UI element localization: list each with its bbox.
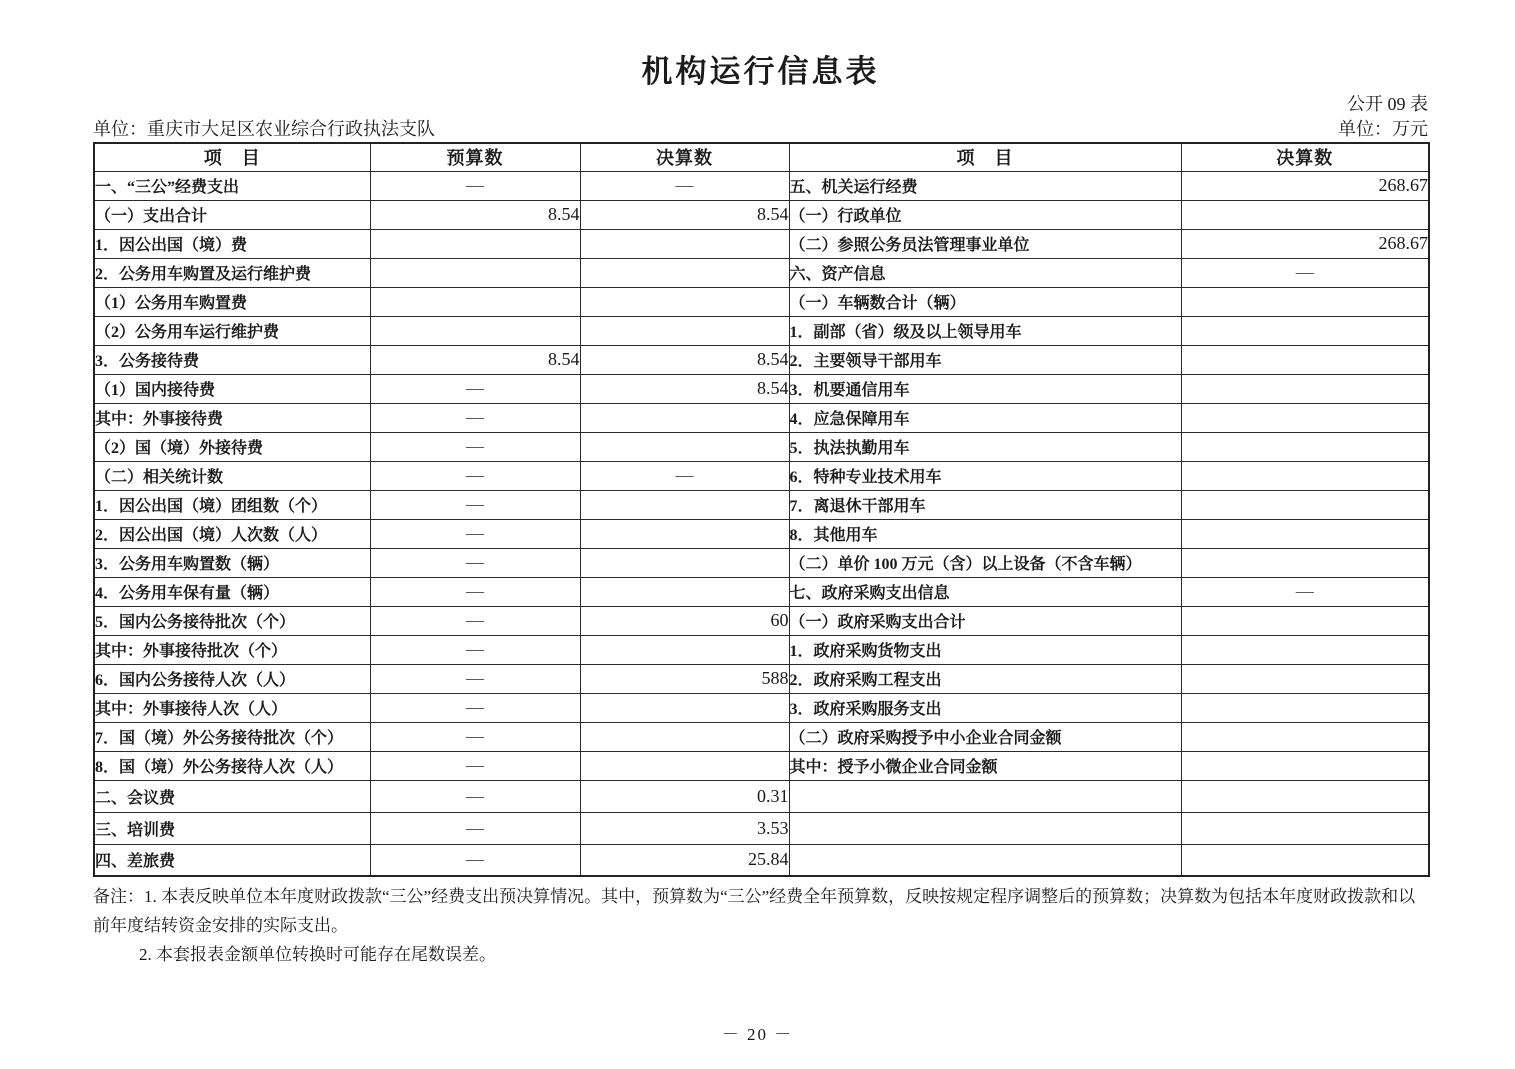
budget-cell: — <box>370 722 580 751</box>
item-cell-left: 5．国内公务接待批次（个） <box>94 606 370 635</box>
table-row <box>94 229 1429 258</box>
item-cell-right: 3．机要通信用车 <box>789 374 1181 403</box>
table-row <box>94 577 1429 606</box>
final-cell <box>580 258 789 287</box>
final-cell-right <box>1181 432 1429 461</box>
final-cell <box>580 751 789 780</box>
item-cell-left: （2）公务用车运行维护费 <box>94 316 370 345</box>
budget-cell: — <box>370 693 580 722</box>
table-row <box>94 812 1429 844</box>
header-item-left: 项 目 <box>94 143 370 171</box>
final-cell-right: — <box>1181 577 1429 606</box>
item-cell-right: 1．副部（省）级及以上领导用车 <box>789 316 1181 345</box>
budget-cell: — <box>370 751 580 780</box>
item-cell-right: （二）单价 100 万元（含）以上设备（不含车辆） <box>789 548 1181 577</box>
final-cell <box>580 432 789 461</box>
item-cell-right: 其中：授予小微企业合同金额 <box>789 751 1181 780</box>
item-cell-right: 5．执法执勤用车 <box>789 432 1181 461</box>
budget-cell: — <box>370 490 580 519</box>
page-title: 机构运行信息表 <box>641 54 880 89</box>
table-row <box>94 844 1429 876</box>
final-cell-right <box>1181 548 1429 577</box>
item-cell-left: 8．国（境）外公务接待人次（人） <box>94 751 370 780</box>
item-cell-left: 1．因公出国（境）团组数（个） <box>94 490 370 519</box>
item-cell-left: 4．公务用车保有量（辆） <box>94 577 370 606</box>
table-row <box>94 200 1429 229</box>
final-cell-right <box>1181 200 1429 229</box>
item-cell-right: （一）行政单位 <box>789 200 1181 229</box>
item-cell-left: 二、会议费 <box>94 780 370 812</box>
item-cell-left: 四、差旅费 <box>94 844 370 876</box>
header-final-right: 决算数 <box>1181 143 1429 171</box>
final-cell <box>580 519 789 548</box>
item-cell-right <box>789 812 1181 844</box>
final-cell: — <box>580 171 789 200</box>
item-cell-left: 1．因公出国（境）费 <box>94 229 370 258</box>
final-cell-right <box>1181 316 1429 345</box>
item-cell-right: （二）参照公务员法管理事业单位 <box>789 229 1181 258</box>
note-1: 备注：1. 本表反映单位本年度财政拨款“三公”经费支出预决算情况。其中，预算数为“三公”经费全年预算数，反映按规定程序调整后的预算数；决算数为包括本年度财政拨款和以前年度结转资金安排的实际支出。 <box>93 887 1416 935</box>
final-cell <box>580 287 789 316</box>
item-cell-left: 其中：外事接待批次（个） <box>94 635 370 664</box>
table-row <box>94 780 1429 812</box>
info-table <box>93 142 1430 877</box>
item-cell-left: 6．国内公务接待人次（人） <box>94 664 370 693</box>
budget-cell: — <box>370 844 580 876</box>
final-cell-right <box>1181 519 1429 548</box>
table-row <box>94 432 1429 461</box>
table-row <box>94 490 1429 519</box>
item-cell-right: 七、政府采购支出信息 <box>789 577 1181 606</box>
table-header-row <box>94 143 1429 171</box>
item-cell-left: 2．因公出国（境）人次数（人） <box>94 519 370 548</box>
budget-cell: — <box>370 664 580 693</box>
final-cell-right <box>1181 693 1429 722</box>
item-cell-right: 3．政府采购服务支出 <box>789 693 1181 722</box>
table-row <box>94 258 1429 287</box>
table-row <box>94 664 1429 693</box>
item-cell-right: （一）车辆数合计（辆） <box>789 287 1181 316</box>
form-number: 公开 09 表 <box>1347 94 1428 114</box>
budget-cell: — <box>370 548 580 577</box>
budget-cell: — <box>370 606 580 635</box>
item-cell-left: （1）国内接待费 <box>94 374 370 403</box>
final-cell: 8.54 <box>580 345 789 374</box>
item-cell-left: 其中：外事接待人次（人） <box>94 693 370 722</box>
final-cell-right <box>1181 461 1429 490</box>
budget-cell: — <box>370 780 580 812</box>
budget-cell <box>370 287 580 316</box>
final-cell <box>580 722 789 751</box>
final-cell <box>580 403 789 432</box>
final-cell-right: 268.67 <box>1181 229 1429 258</box>
table-row <box>94 693 1429 722</box>
item-cell-left: 7．国（境）外公务接待批次（个） <box>94 722 370 751</box>
final-cell <box>580 693 789 722</box>
page-number: － 20 － <box>721 1025 794 1044</box>
table-row <box>94 374 1429 403</box>
item-cell-right: 4．应急保障用车 <box>789 403 1181 432</box>
final-cell <box>580 490 789 519</box>
final-cell-right <box>1181 374 1429 403</box>
table-row <box>94 345 1429 374</box>
table-body <box>94 171 1429 876</box>
final-cell: 8.54 <box>580 374 789 403</box>
item-cell-left: （2）国（境）外接待费 <box>94 432 370 461</box>
item-cell-right: 1．政府采购货物支出 <box>789 635 1181 664</box>
final-cell: 25.84 <box>580 844 789 876</box>
header-final: 决算数 <box>580 143 789 171</box>
table-row <box>94 171 1429 200</box>
unit-name: 单位：重庆市大足区农业综合行政执法支队 <box>93 119 435 139</box>
final-cell: — <box>580 461 789 490</box>
table-row <box>94 635 1429 664</box>
budget-cell: — <box>370 432 580 461</box>
table-row <box>94 287 1429 316</box>
budget-cell: — <box>370 577 580 606</box>
item-cell-left: （二）相关统计数 <box>94 461 370 490</box>
budget-cell: 8.54 <box>370 345 580 374</box>
budget-cell <box>370 229 580 258</box>
table-row <box>94 722 1429 751</box>
final-cell: 60 <box>580 606 789 635</box>
final-cell: 0.31 <box>580 780 789 812</box>
notes <box>93 882 1431 969</box>
item-cell-right <box>789 844 1181 876</box>
budget-cell <box>370 258 580 287</box>
final-cell-right <box>1181 287 1429 316</box>
item-cell-right: 8．其他用车 <box>789 519 1181 548</box>
final-cell-right: 268.67 <box>1181 171 1429 200</box>
item-cell-left: 3．公务接待费 <box>94 345 370 374</box>
final-cell-right <box>1181 751 1429 780</box>
item-cell-right: 2．主要领导干部用车 <box>789 345 1181 374</box>
item-cell-left: 其中：外事接待费 <box>94 403 370 432</box>
header-budget: 预算数 <box>370 143 580 171</box>
item-cell-right <box>789 780 1181 812</box>
final-cell: 588 <box>580 664 789 693</box>
budget-cell: — <box>370 403 580 432</box>
table-row <box>94 461 1429 490</box>
meta-row <box>93 115 1428 141</box>
table-row <box>94 548 1429 577</box>
final-cell <box>580 577 789 606</box>
final-cell <box>580 316 789 345</box>
budget-cell <box>370 316 580 345</box>
table-row <box>94 606 1429 635</box>
budget-cell: — <box>370 374 580 403</box>
final-cell-right <box>1181 664 1429 693</box>
table-row <box>94 751 1429 780</box>
budget-cell: — <box>370 519 580 548</box>
budget-cell: — <box>370 461 580 490</box>
item-cell-right: 五、机关运行经费 <box>789 171 1181 200</box>
final-cell-right <box>1181 812 1429 844</box>
final-cell-right <box>1181 844 1429 876</box>
final-cell-right <box>1181 635 1429 664</box>
final-cell <box>580 635 789 664</box>
final-cell-right <box>1181 345 1429 374</box>
final-cell-right <box>1181 606 1429 635</box>
budget-cell: — <box>370 635 580 664</box>
item-cell-right: 7．离退休干部用车 <box>789 490 1181 519</box>
item-cell-right: （二）政府采购授予中小企业合同金额 <box>789 722 1181 751</box>
budget-cell: — <box>370 171 580 200</box>
final-cell <box>580 548 789 577</box>
item-cell-right: （一）政府采购支出合计 <box>789 606 1181 635</box>
item-cell-right: 2．政府采购工程支出 <box>789 664 1181 693</box>
final-cell-right: — <box>1181 258 1429 287</box>
final-cell-right <box>1181 490 1429 519</box>
final-cell-right <box>1181 780 1429 812</box>
item-cell-right: 六、资产信息 <box>789 258 1181 287</box>
final-cell: 3.53 <box>580 812 789 844</box>
item-cell-left: （一）支出合计 <box>94 200 370 229</box>
item-cell-left: 2．公务用车购置及运行维护费 <box>94 258 370 287</box>
table-row <box>94 316 1429 345</box>
item-cell-left: 三、培训费 <box>94 812 370 844</box>
item-cell-right: 6．特种专业技术用车 <box>789 461 1181 490</box>
header-item-right: 项 目 <box>789 143 1181 171</box>
note-2: 2. 本套报表金额单位转换时可能存在尾数误差。 <box>139 945 496 964</box>
item-cell-left: 一、“三公”经费支出 <box>94 171 370 200</box>
unit-currency: 单位：万元 <box>1338 119 1428 139</box>
final-cell-right <box>1181 403 1429 432</box>
final-cell <box>580 229 789 258</box>
table-row <box>94 403 1429 432</box>
final-cell: 8.54 <box>580 200 789 229</box>
item-cell-left: 3．公务用车购置数（辆） <box>94 548 370 577</box>
item-cell-left: （1）公务用车购置费 <box>94 287 370 316</box>
final-cell-right <box>1181 722 1429 751</box>
budget-cell: — <box>370 812 580 844</box>
table-row <box>94 519 1429 548</box>
budget-cell: 8.54 <box>370 200 580 229</box>
